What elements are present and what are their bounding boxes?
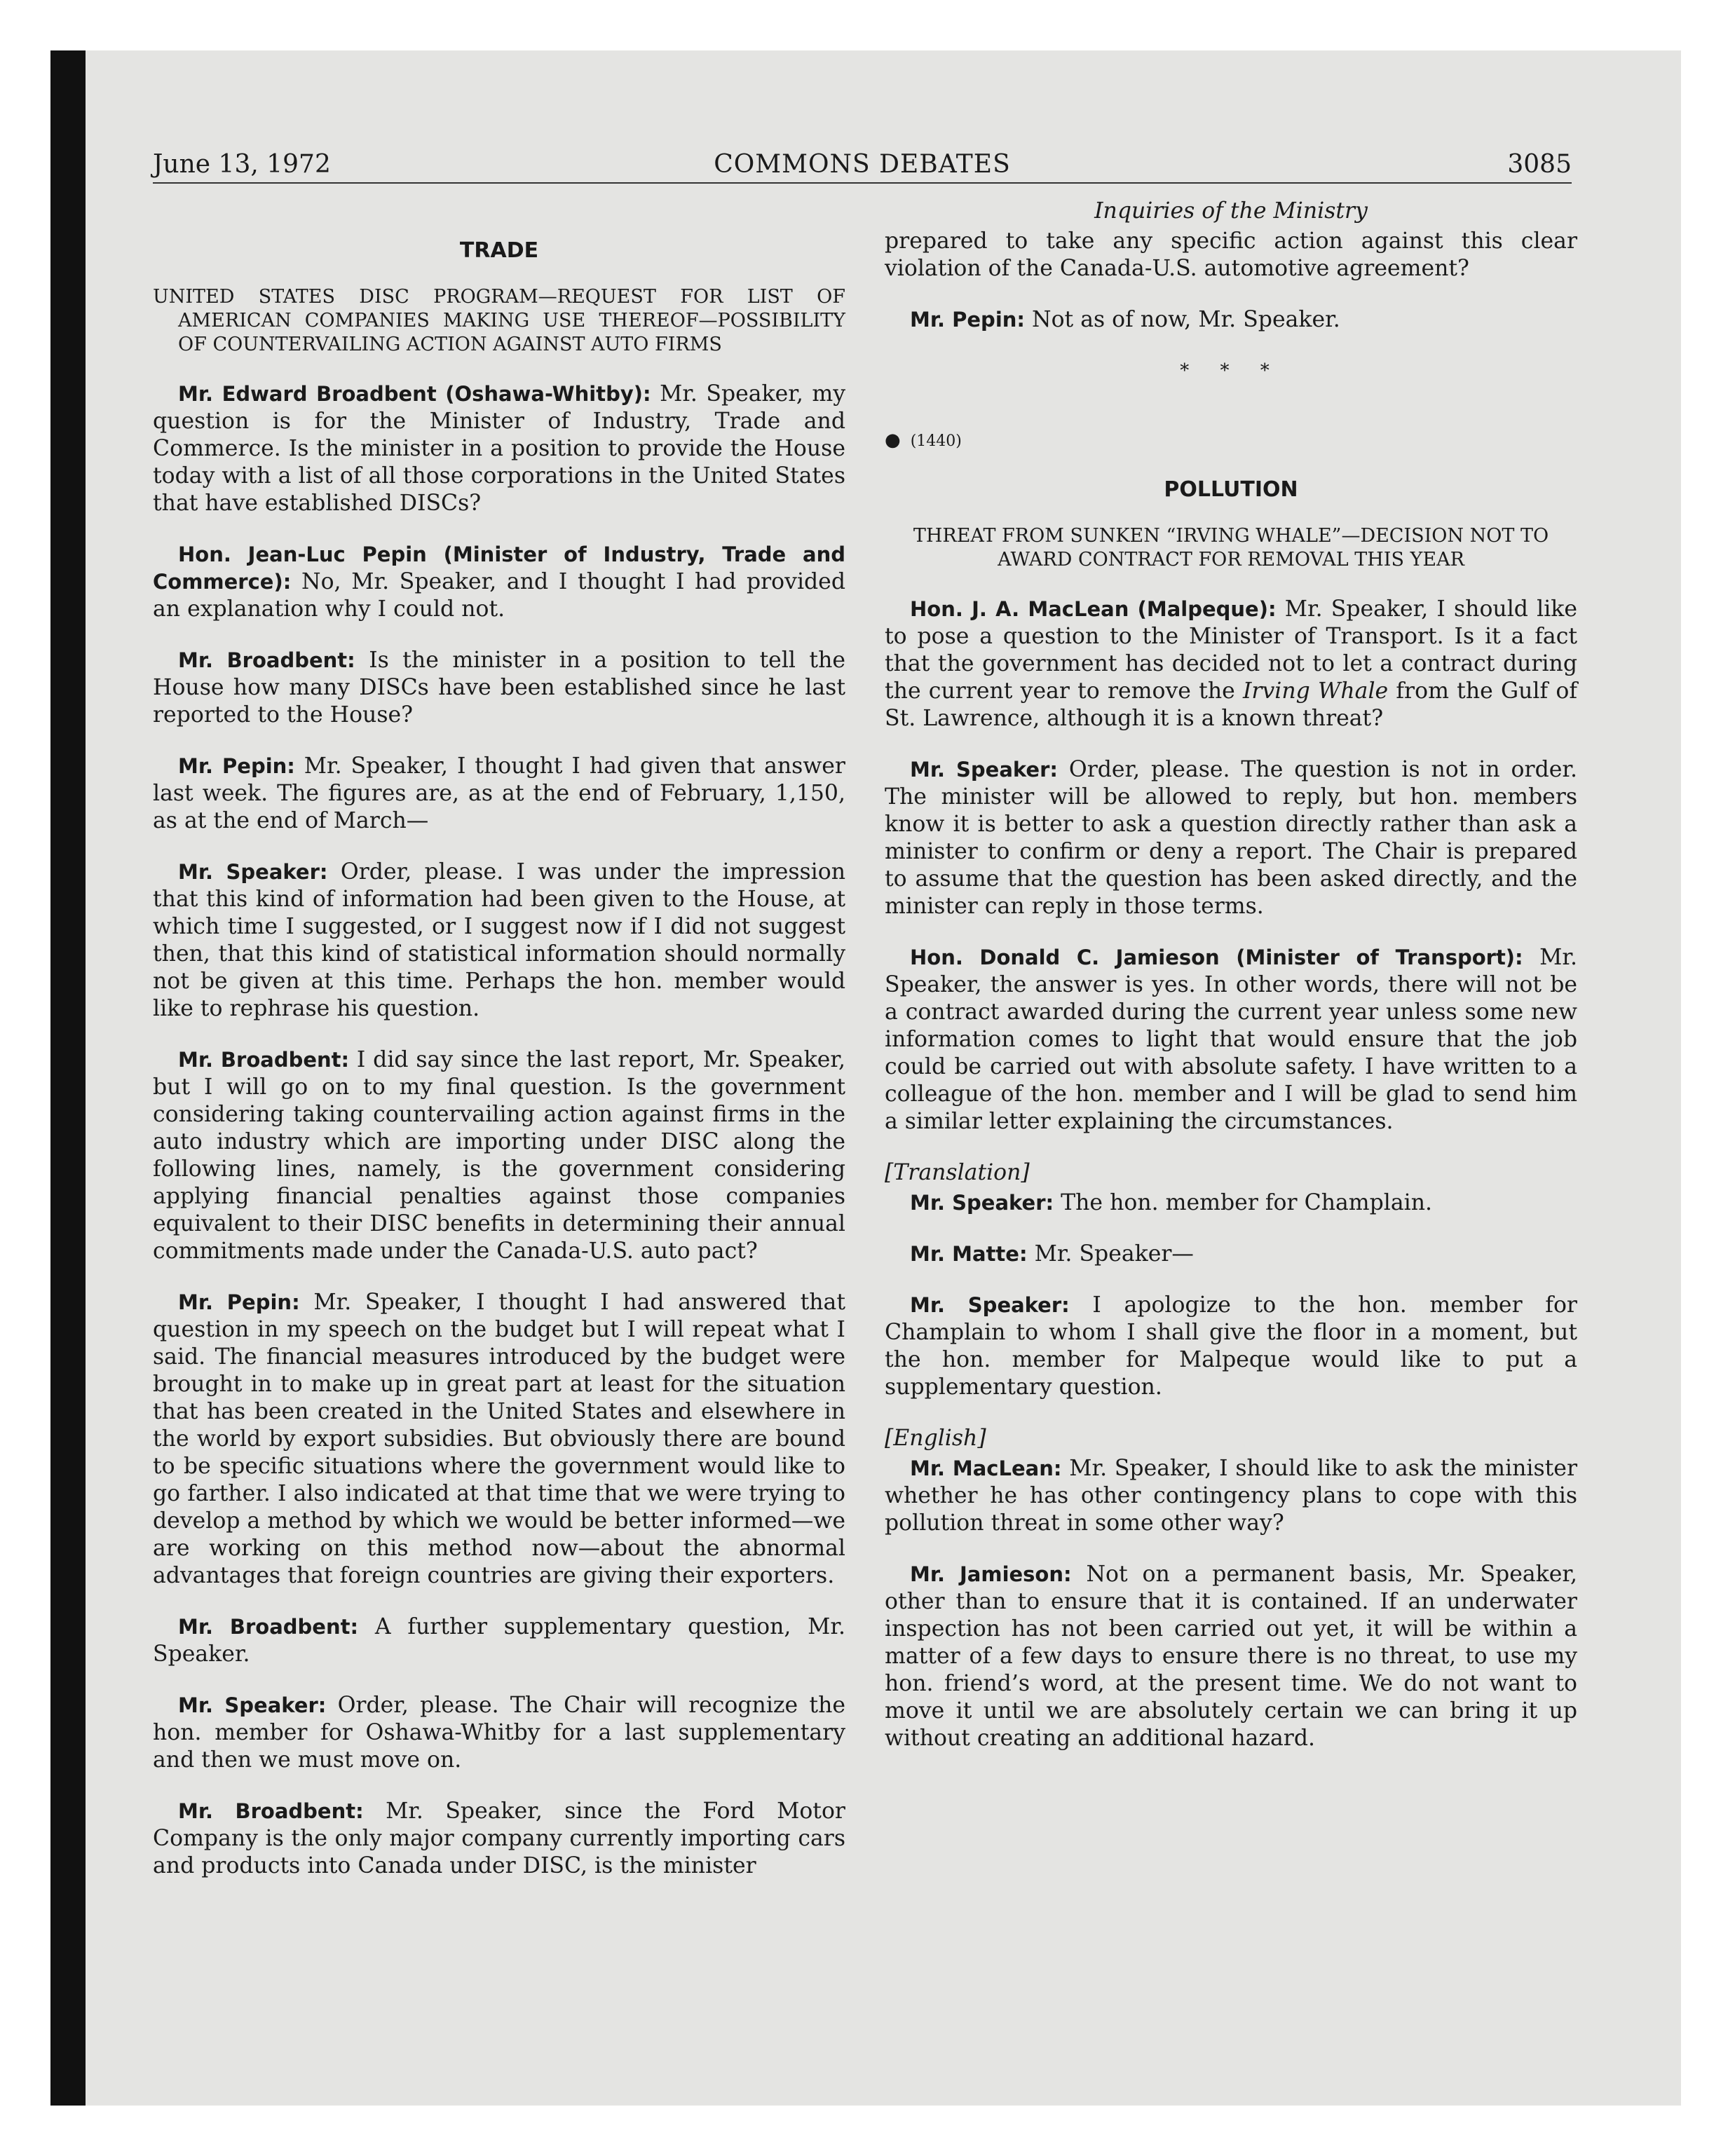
speaker-name: Mr. Speaker: <box>910 758 1058 782</box>
speech-text: The hon. member for Champlain. <box>1054 1190 1433 1215</box>
speech-text: Order, please. I was under the impression that this kind of information had been given to the House, at which time I suggested, or I suggest now if I did not suggest then, that this kind of statistical information should normally not be given at this time. Perhaps the hon. member would like to rephrase his question. <box>153 859 845 1021</box>
speaker-name: Mr. Broadbent: <box>178 1048 350 1072</box>
paragraph <box>885 756 1577 920</box>
paragraph <box>885 596 1577 732</box>
speech-text: Not as of now, Mr. Speaker. <box>1025 307 1340 332</box>
paragraph <box>153 859 845 1023</box>
speaker-name: Mr. Pepin: <box>178 1290 300 1314</box>
paragraph <box>885 306 1577 334</box>
header-publication: COMMONS DEBATES <box>714 150 1011 179</box>
speaker-name: Mr. Speaker: <box>178 860 328 884</box>
paragraph <box>153 1798 845 1880</box>
speech-text: Order, please. The Chair will recognize the hon. member for Oshawa-Whitby for a last supplementary and then we must move on. <box>153 1693 845 1773</box>
speech-text: I apologize to the hon. member for Champlain to whom I shall give the floor in a moment, but the hon. member for Malpeque would like to put a supplementary question. <box>885 1292 1577 1400</box>
speech-text: Is the minister in a position to tell the House how many DISCs have been established since he last reported to the House? <box>153 648 845 728</box>
speech-text: Order, please. The question is not in order. The minister will be allowed to reply, but hon. members know it is better to ask a question directly rather than ask a minister to confirm or deny a report. The Chair is prepared to assume that the question has been asked directly, and the minister can reply in those terms. <box>885 757 1577 919</box>
speaker-name: Mr. Broadbent: <box>178 1799 364 1823</box>
speaker-name: Mr. Broadbent: <box>178 1615 359 1639</box>
time-marker-text: (1440) <box>910 432 962 450</box>
speaker-name: Mr. Broadbent: <box>178 648 355 672</box>
speaker-name: Hon. J. A. MacLean (Malpeque): <box>910 597 1277 621</box>
section-title-trade: TRADE <box>459 238 539 263</box>
speaker-name: Mr. Speaker: <box>910 1191 1054 1215</box>
header-date: June 13, 1972 <box>153 150 331 179</box>
paragraph <box>153 1046 845 1265</box>
speech-text: Mr. Speaker, I should like to ask the minister whether he has other contingency plans to cope with this pollution threat in some other way? <box>885 1456 1577 1536</box>
time-marker <box>885 427 1577 455</box>
speaker-name: Mr. MacLean: <box>910 1456 1062 1480</box>
speaker-name: Mr. Matte: <box>910 1242 1028 1266</box>
paragraph <box>885 1455 1577 1537</box>
paragraph <box>153 541 845 623</box>
speaker-name: Mr. Speaker: <box>178 1693 327 1717</box>
paragraph <box>153 1613 845 1668</box>
paragraph <box>153 753 845 835</box>
speaker-name: Mr. Speaker: <box>910 1293 1070 1317</box>
section-separator: * * * <box>1180 360 1282 381</box>
speech-text: from the Gulf of St. Lawrence, although it is a known threat? <box>885 678 1577 731</box>
page-header <box>153 146 1572 184</box>
speech-text: Mr. Speaker, I should like to pose a question to the Minister of Transport. Is it a fact that the government has decided not to let a contract during the current year to remove the <box>885 596 1577 704</box>
speaker-name: Hon. Jean-Luc Pepin (Minister of Industry, Trade and Commerce): <box>153 543 845 594</box>
speaker-name: Mr. Jamieson: <box>910 1562 1072 1586</box>
speech-text: Not on a permanent basis, Mr. Speaker, other than to ensure that it is contained. If an underwater inspection has not been carried out yet, it will be within a matter of a few days to ensure there is no threat, to use my hon. friend’s word, at the present time. We do not want to move it until we are absolutely certain we can bring it up without creating an additional hazard. <box>885 1562 1577 1751</box>
speech-text: Mr. Speaker, I thought I had answered that question in my speech on the budget but I will repeat what I said. The financial measures introduced by the budget were brought in to make up in great part at least for the situation that has been created in the United States and elsewhere in the world by export subsidies. But obviously there are bound to be specific situations where the government would like to go farther. I also indicated at that time that we were trying to develop a method by which we would be better informed—we are working on this method now—about the abnormal advantages that foreign countries are giving their exporters. <box>153 1290 845 1588</box>
binding-edge <box>50 50 86 2106</box>
language-note: [English] <box>885 1426 986 1451</box>
speech-text: No, Mr. Speaker, and I thought I had provided an explanation why I could not. <box>153 569 845 622</box>
speech-text: Mr. Speaker, since the Ford Motor Company is the only major company currently importing cars and products into Canada under DISC, is the minister <box>153 1799 845 1878</box>
paragraph <box>885 1561 1577 1752</box>
paragraph <box>885 1292 1577 1401</box>
speech-text: I did say since the last report, Mr. Speaker, but I will go on to my final question. Is the government considering taking countervailing action against firms in the auto industry which are importing under DISC along the following lines, namely, is the government considering applying financial penalties against those companies equivalent to their DISC benefits in determining their annual commitments made under the Canada-U.S. auto pact? <box>153 1047 845 1264</box>
continuation-paragraph: prepared to take any specific action against this clear violation of the Canada-U.S. automotive agreement? <box>885 228 1577 281</box>
paragraph <box>153 381 845 517</box>
right-column <box>885 198 1577 1776</box>
speaker-name: Hon. Donald C. Jamieson (Minister of Transport): <box>910 946 1523 969</box>
vessel-name: Irving Whale <box>1242 678 1389 704</box>
speaker-name: Mr. Pepin: <box>178 754 295 778</box>
paragraph <box>885 944 1577 1135</box>
section-title-pollution: POLLUTION <box>1164 477 1298 502</box>
running-head: Inquiries of the Ministry <box>1094 198 1368 224</box>
speech-text: Mr. Speaker, the answer is yes. In other words, there will not be a contract awarded during the current year unless some new information comes to light that would ensure that the job could be carried out with absolute safety. I have written to a colleague of the hon. member and I will be glad to send him a similar letter explaining the circumstances. <box>885 945 1577 1134</box>
paragraph <box>153 647 845 729</box>
section-subhead: THREAT FROM SUNKEN “IRVING WHALE”—DECISION NOT TO AWARD CONTRACT FOR REMOVAL THIS YEAR <box>913 525 1549 571</box>
bullet-icon: ● <box>885 430 901 451</box>
speech-text: A further supplementary question, Mr. Speaker. <box>153 1614 845 1667</box>
paragraph <box>885 1241 1577 1268</box>
left-column <box>153 198 845 1904</box>
language-note: [Translation] <box>885 1160 1030 1185</box>
speech-text: Mr. Speaker— <box>1027 1241 1194 1267</box>
paragraph <box>153 1692 845 1774</box>
speech-text: Mr. Speaker, I thought I had given that answer last week. The figures are, as at the end of February, 1,150, as at the end of March— <box>153 753 845 833</box>
speaker-name: Mr. Edward Broadbent (Oshawa-Whitby): <box>178 382 651 406</box>
section-subhead: UNITED STATES DISC PROGRAM—REQUEST FOR LIST OF AMERICAN COMPANIES MAKING USE THEREOF—POSSIBILITY OF COUNTERVAILING ACTION AGAINST AUTO FIRMS <box>153 286 845 355</box>
speaker-name: Mr. Pepin: <box>910 308 1026 332</box>
paragraph <box>885 1189 1577 1217</box>
speech-text: Mr. Speaker, my question is for the Minister of Industry, Trade and Commerce. Is the minister in a position to provide the House today with a list of all those corporations in the United States that have established DISCs? <box>153 381 846 516</box>
header-page-number: 3085 <box>1507 150 1572 179</box>
paragraph <box>153 1289 845 1590</box>
